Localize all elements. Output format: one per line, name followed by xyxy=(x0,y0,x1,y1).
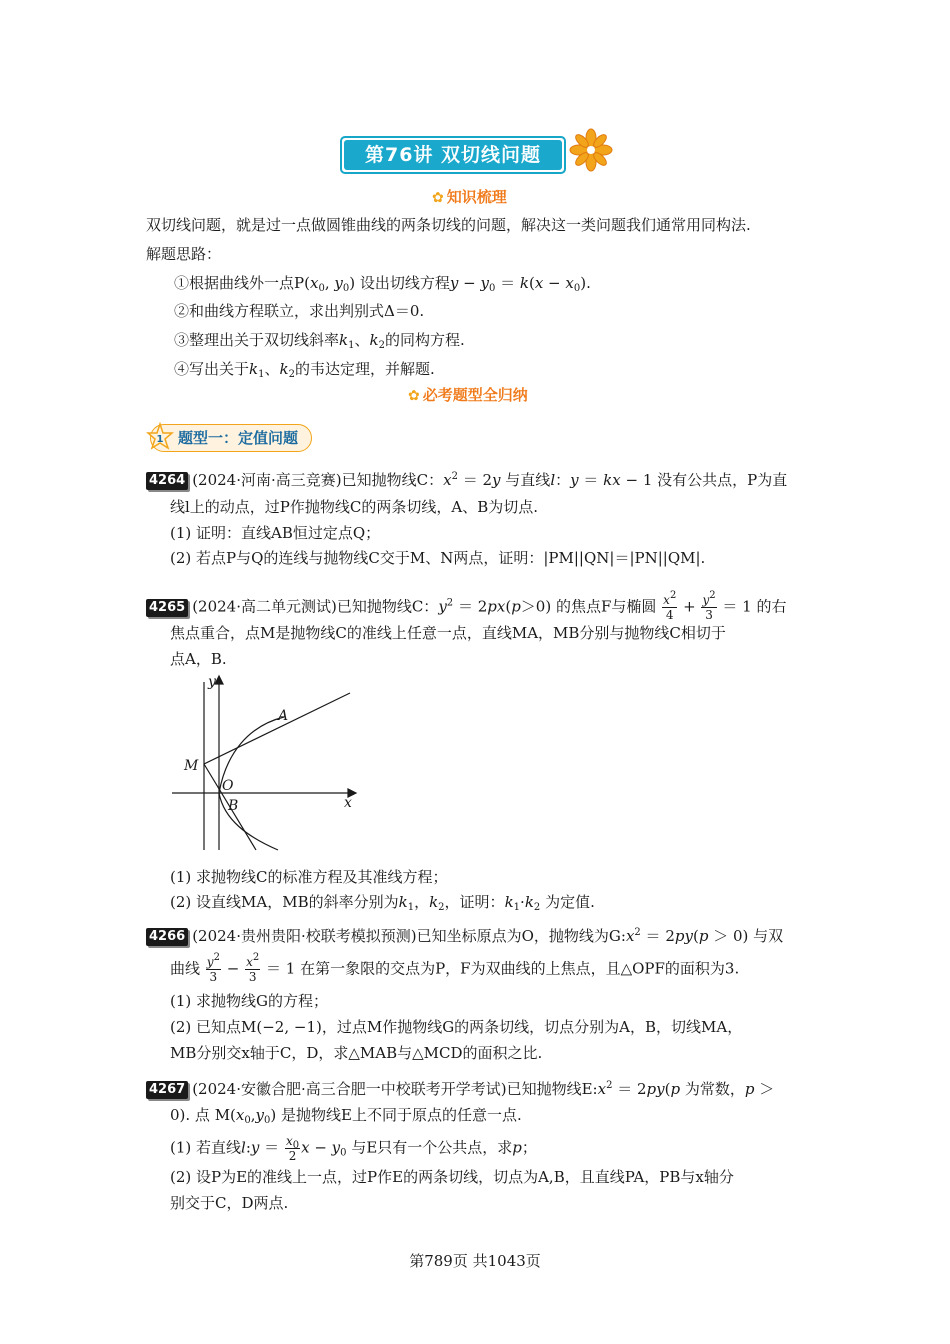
step-1: ①根据曲线外一点$P(x_0$, $y_0$) 设出切线方程$y - y_0 = k(x - x_0)$. xyxy=(174,274,591,294)
q4267-line1: 4267 (2024·安徽合肥·高三合肥一中校联考开学考试)已知抛物线$E:x^2 = 2py(p$ 为常数，p ＞ xyxy=(146,1078,774,1100)
q4265-part1: (1) 求抛物线C的标准方程及其准线方程； xyxy=(170,868,448,886)
step-2: ②和曲线方程联立，求出判别式Δ＝0. xyxy=(174,302,425,320)
point-m-label: M xyxy=(184,758,199,774)
page-title: 第76讲 双切线问题 xyxy=(344,140,562,170)
title-banner xyxy=(340,136,566,174)
knowledge-heading: ✿ 知识梳理 xyxy=(432,186,507,209)
must-heading: ✿ 必考题型全归纳 xyxy=(408,384,528,407)
q4266-part2a: (2) 已知点M(−2, −1)，过点M作抛物线G的两条切线，切点分别为A，B，切线MA， xyxy=(170,1018,743,1036)
q4267-line2: 0). 点 $M(x_0,y_0)$ 是抛物线E上不同于原点的任意一点. xyxy=(170,1106,522,1126)
page-footer: 第789页 共1043页 xyxy=(409,1252,541,1270)
q4267-part2b: 别交于C，D两点. xyxy=(170,1194,289,1212)
q4265-line3: 点A，B. xyxy=(170,650,227,668)
q4264-line2: 线l上的动点，过P作抛物线C的两条切线，A、B为切点. xyxy=(170,498,538,516)
q4266-line1: 4266 (2024·贵州贵阳·校联考模拟预测)已知坐标原点为O，抛物线为$G:x^2 = 2py(p > 0)$ 与双 xyxy=(146,925,783,947)
question-number: 4267 xyxy=(146,1081,188,1099)
q4266-part1: (1) 求抛物线G的方程； xyxy=(170,992,328,1010)
q4265-line2: 焦点重合，点M是抛物线C的准线上任意一点，直线MA，MB分别与抛物线C相切于 xyxy=(170,624,726,642)
gear-icon: ✿ xyxy=(432,190,444,206)
q4267-part2a: (2) 设P为E的准线上一点，过P作E的两条切线，切点为A,B，且直线PA，PB与x轴分 xyxy=(170,1168,734,1186)
q4264-line1: 4264 (2024·河南·高三竞赛)已知抛物线C：$x^2 = 2y$ 与直线l：y ＝ kx − 1 没有公共点，P为直 xyxy=(146,469,787,491)
q4265-part2: (2) 设直线MA，MB的斜率分别为$k_1$，$k_2$，证明：$k_1\cdot k_2$ 为定值. xyxy=(170,893,595,913)
step-3: ③整理出关于双切线斜率$k_1$、$k_2$的同构方程. xyxy=(174,331,465,351)
flower-icon xyxy=(568,128,614,172)
star-icon xyxy=(146,422,174,452)
parabola-figure xyxy=(168,672,368,856)
gear-icon: ✿ xyxy=(408,388,420,404)
q4265-line1: 4265 (2024·高二单元测试)已知抛物线C：$y^2 = 2px(p>0)$ 的焦点F与椭圆 $\frac{x^2}{4}$ + $\frac{y^2}{3}$ ＝ 1 的右 xyxy=(146,593,786,622)
step-4: ④写出关于$k_1$、$k_2$的韦达定理，并解题. xyxy=(174,360,435,380)
q4264-part1: (1) 证明：直线AB恒过定点Q； xyxy=(170,524,381,542)
point-b-label: B xyxy=(228,798,239,814)
question-number: 4265 xyxy=(146,599,188,617)
question-number: 4264 xyxy=(146,472,188,490)
q4267-part1: (1) 若直线l:y ＝ $\frac{x_0}{2}$ $x - y_0$ 与E只有一个公共点，求p； xyxy=(170,1134,537,1163)
q4266-part2b: MB分别交x轴于C，D，求△MAB与△MCD的面积之比. xyxy=(170,1044,543,1062)
question-number: 4266 xyxy=(146,928,188,946)
origin-label: O xyxy=(222,778,234,794)
type-number: 1 xyxy=(156,434,164,445)
type-label: 题型一：定值问题 xyxy=(178,429,299,447)
q4266-line2: 曲线 $\frac{y^2}{3}$ − $\frac{x^2}{3}$ ＝ 1 在第一象限的交点为P，F为双曲线的上焦点，且△OPF的面积为3. xyxy=(170,952,740,984)
steps-heading: 解题思路： xyxy=(146,245,222,263)
point-a-label: A xyxy=(278,708,289,724)
x-axis-label: x xyxy=(344,795,352,811)
intro-text: 双切线问题，就是过一点做圆锥曲线的两条切线的问题，解决这一类问题我们通常用同构法. xyxy=(146,216,751,234)
y-axis-label: y xyxy=(208,674,216,690)
q4264-part2: (2) 若点P与Q的连线与抛物线C交于M、N两点，证明：|PM||QN|＝|PN||QM|. xyxy=(170,549,706,567)
